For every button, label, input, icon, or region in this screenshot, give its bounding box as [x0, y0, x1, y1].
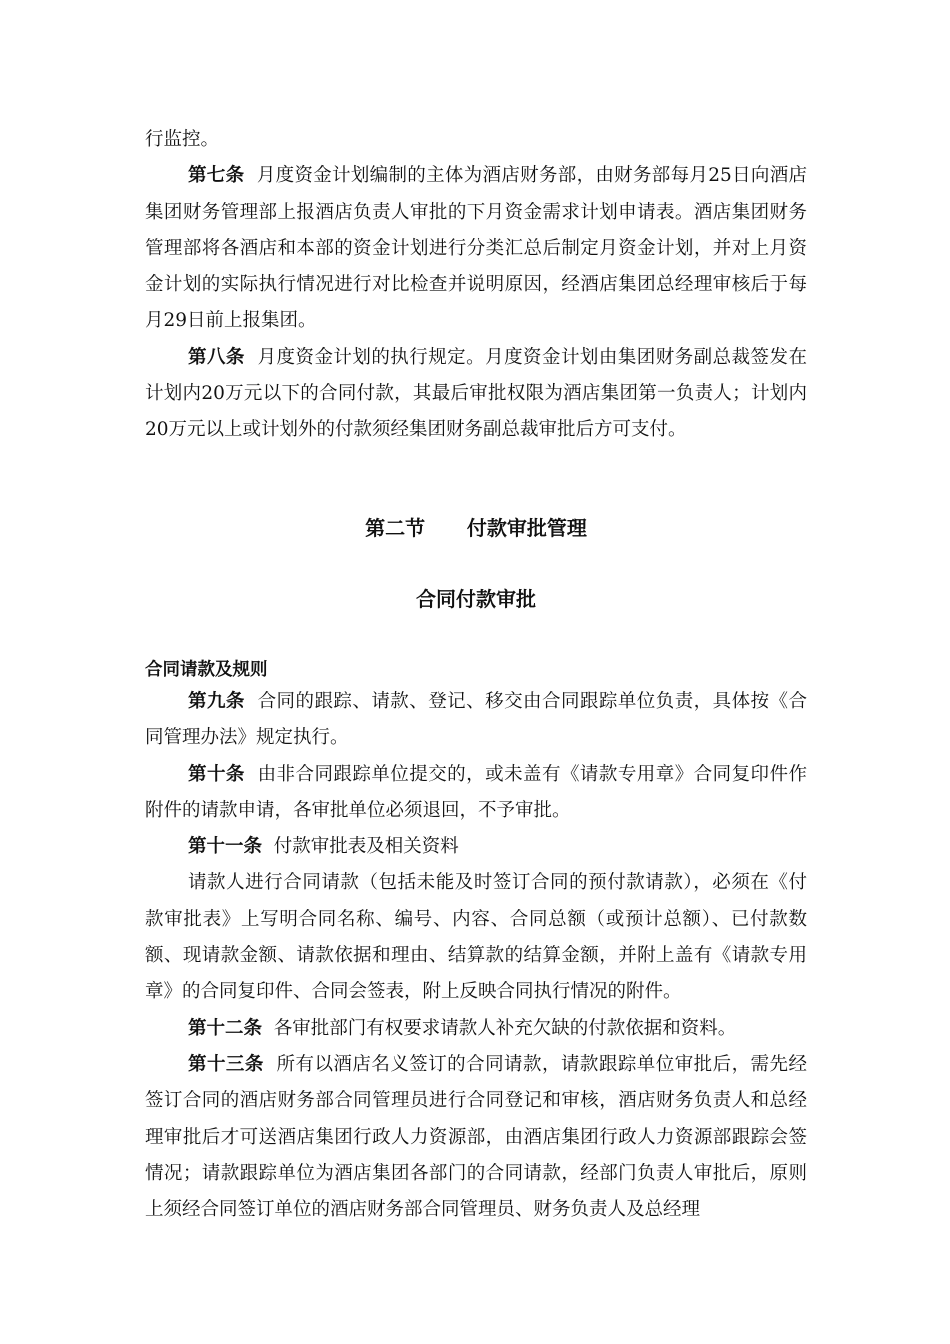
article-8 — [145, 340, 807, 449]
article-7 — [145, 158, 807, 339]
section-subtitle: 合同付款审批 — [416, 587, 536, 611]
article-11 — [145, 829, 807, 865]
article-label: 第九条 — [188, 691, 245, 712]
text-block-top — [145, 122, 807, 449]
article-text: 各审批部门有权要求请款人补充欠缺的付款依据和资料。 — [273, 1017, 737, 1039]
article-10 — [145, 757, 807, 830]
article-label: 第十一条 — [188, 836, 263, 858]
article-text: 月度资金计划编制的主体为酒店财务部，由财务部每月25日向酒店集团财务管理部上报酒店负责人审批的下月资金需求计划申请表。酒店集团财务管理部将各酒店和本部的资金计划进行分类汇总后制定月资金计划，并对上月资金计划的实际执行情况进行对比检查并说明原因，经酒店集团总经理审核后于每月29日前上报集团。 — [145, 165, 808, 332]
article-12 — [145, 1011, 807, 1047]
article-label: 第十三条 — [188, 1053, 264, 1075]
article-text: 付款审批表及相关资料 — [273, 836, 459, 858]
article-9 — [145, 684, 807, 757]
article-label: 第十条 — [188, 763, 245, 785]
article-text: 由非合同跟踪单位提交的，或未盖有《请款专用章》合同复印件作附件的请款申请，各审批单位必须退回，不予审批。 — [145, 763, 807, 821]
sub-heading: 合同请款及规则 — [145, 660, 268, 680]
article-text: 所有以酒店名义签订的合同请款，请款跟踪单位审批后，需先经签订合同的酒店财务部合同管理员进行合同登记和审核，酒店财务负责人和总经理审批后才可送酒店集团行政人力资源部，由酒店集团行政人力资源部跟踪会签情况；请款跟踪单位为酒店集团各部门的合同请款，经部门负责人审批后，原则上须经合同签订单位的酒店财务部合同管理员、财务负责人及总经理 — [145, 1053, 807, 1221]
article-text: 合同的跟踪、请款、登记、移交由合同跟踪单位负责，具体按《合同管理办法》规定执行。 — [145, 691, 807, 749]
article-text: 月度资金计划的执行规定。月度资金计划由集团财务副总裁签发在计划内20万元以下的合同付款，其最后审批权限为酒店集团第一负责人；计划内20万元以上或计划外的付款须经集团财务副总裁审批后方可支付。 — [145, 346, 807, 441]
article-label: 第八条 — [188, 346, 245, 368]
section-title: 第二节 付款审批管理 — [365, 516, 587, 540]
paragraph-continuation: 行监控。 — [145, 129, 220, 150]
article-label: 第七条 — [188, 165, 245, 187]
article-13 — [145, 1047, 807, 1228]
text-block-bottom — [145, 684, 807, 1228]
article-label: 第十二条 — [188, 1017, 263, 1039]
article-11-body: 请款人进行合同请款（包括未能及时签订合同的预付款请款），必须在《付款审批表》上写明合同名称、编号、内容、合同总额（或预计总额）、已付款数额、现请款金额、请款依据和理由、结算款的结算金额，并附上盖有《请款专用章》的合同复印件、合同会签表，附上反映合同执行情况的附件。 — [145, 872, 807, 1003]
